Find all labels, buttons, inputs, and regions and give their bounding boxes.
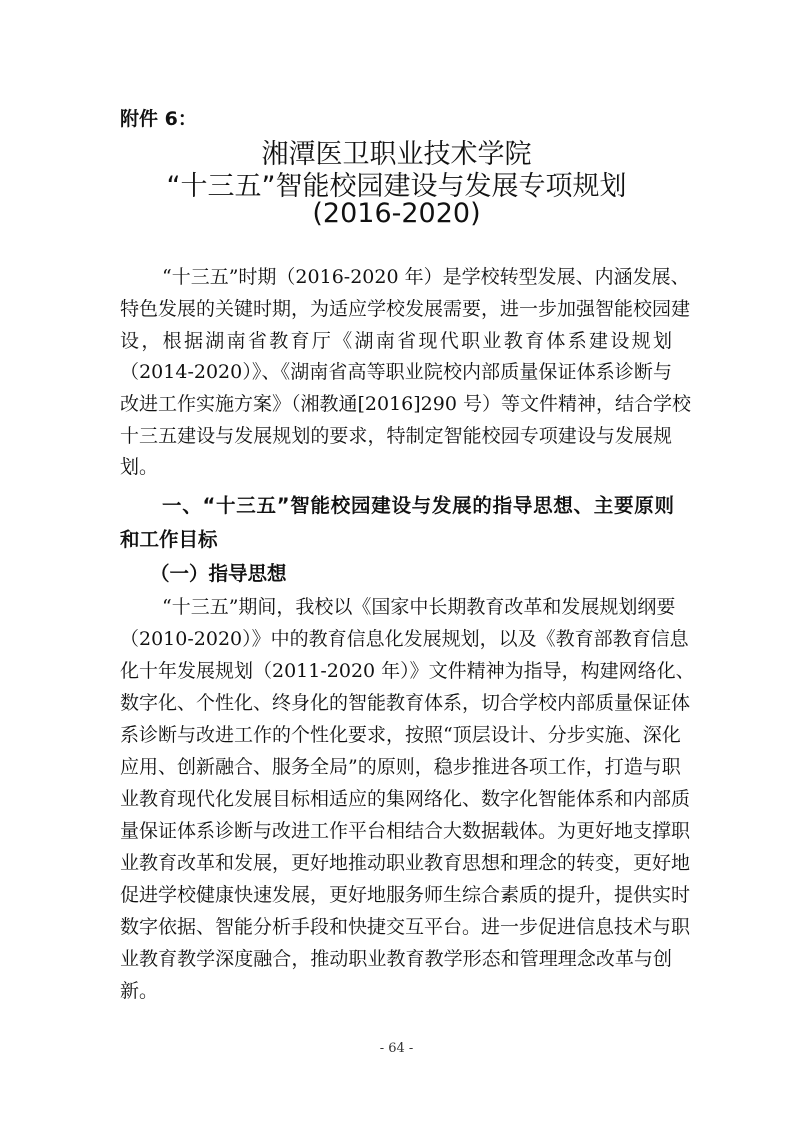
guiding-line: 新。 bbox=[120, 980, 159, 1002]
intro-line: 十三五建设与发展规划的要求，特制定智能校园专项建设与发展规 bbox=[120, 425, 672, 447]
guiding-line: 应用、创新融合、服务全局”的原则，稳步推进各项工作，打造与职 bbox=[120, 756, 681, 778]
intro-line: “十三五”时期（2016-2020 年）是学校转型发展、内涵发展、 bbox=[162, 266, 690, 288]
intro-line: 改进工作实施方案》（湘教通[2016]290 号）等文件精神，结合学校 bbox=[120, 393, 691, 415]
section-heading-continued: 和工作目标 bbox=[120, 528, 218, 551]
guiding-line: 促进学校健康快速发展，更好地服务师生综合素质的提升，提供实时 bbox=[120, 884, 691, 906]
title-line-1: 湘潭医卫职业技术学院 bbox=[261, 139, 532, 170]
subsection-heading: （一）指导思想 bbox=[150, 562, 287, 585]
guiding-line: 业教育教学深度融合，推动职业教育教学形态和管理理念改革与创 bbox=[120, 948, 672, 970]
intro-line: 设，根据湖南省教育厅《湖南省现代职业教育体系建设规划 bbox=[120, 330, 672, 352]
intro-line: 特色发展的关键时期，为适应学校发展需要，进一步加强智能校园建 bbox=[120, 298, 691, 320]
guiding-line: 化十年发展规划（2011-2020 年）》文件精神为指导，构建网络化、 bbox=[120, 660, 695, 682]
guiding-line: “十三五”期间，我校以《国家中长期教育改革和发展规划纲要 bbox=[162, 596, 676, 618]
guiding-line: 业教育改革和发展，更好地推动职业教育思想和理念的转变，更好地 bbox=[120, 852, 691, 874]
page-number: - 64 - bbox=[379, 1041, 414, 1056]
guiding-line: 数字化、个性化、终身化的智能教育体系，切合学校内部质量保证体 bbox=[120, 692, 691, 714]
guiding-line: 业教育现代化发展目标相适应的集网络化、数字化智能体系和内部质 bbox=[120, 788, 691, 810]
guiding-line: 量保证体系诊断与改进工作平台相结合大数据载体。为更好地支撑职 bbox=[120, 820, 691, 842]
guiding-line: 系诊断与改进工作的个性化要求，按照“顶层设计、分步实施、深化 bbox=[120, 724, 681, 746]
section-heading: 一、“十三五”智能校园建设与发展的指导思想、主要原则 bbox=[162, 494, 674, 517]
guiding-line: （2010-2020）》中的教育信息化发展规划，以及《教育部教育信息 bbox=[120, 628, 689, 650]
guiding-line: 数字依据、智能分析手段和快捷交互平台。进一步促进信息技术与职 bbox=[120, 916, 691, 938]
intro-line: （2014-2020）》、《湖南省高等职业院校内部质量保证体系诊断与 bbox=[120, 361, 672, 383]
title-line-2: “十三五”智能校园建设与发展专项规划 bbox=[166, 171, 627, 202]
attachment-label: 附件 6： bbox=[120, 108, 197, 130]
intro-line: 划。 bbox=[120, 456, 159, 478]
title-line-3: (2016-2020) bbox=[312, 198, 481, 229]
